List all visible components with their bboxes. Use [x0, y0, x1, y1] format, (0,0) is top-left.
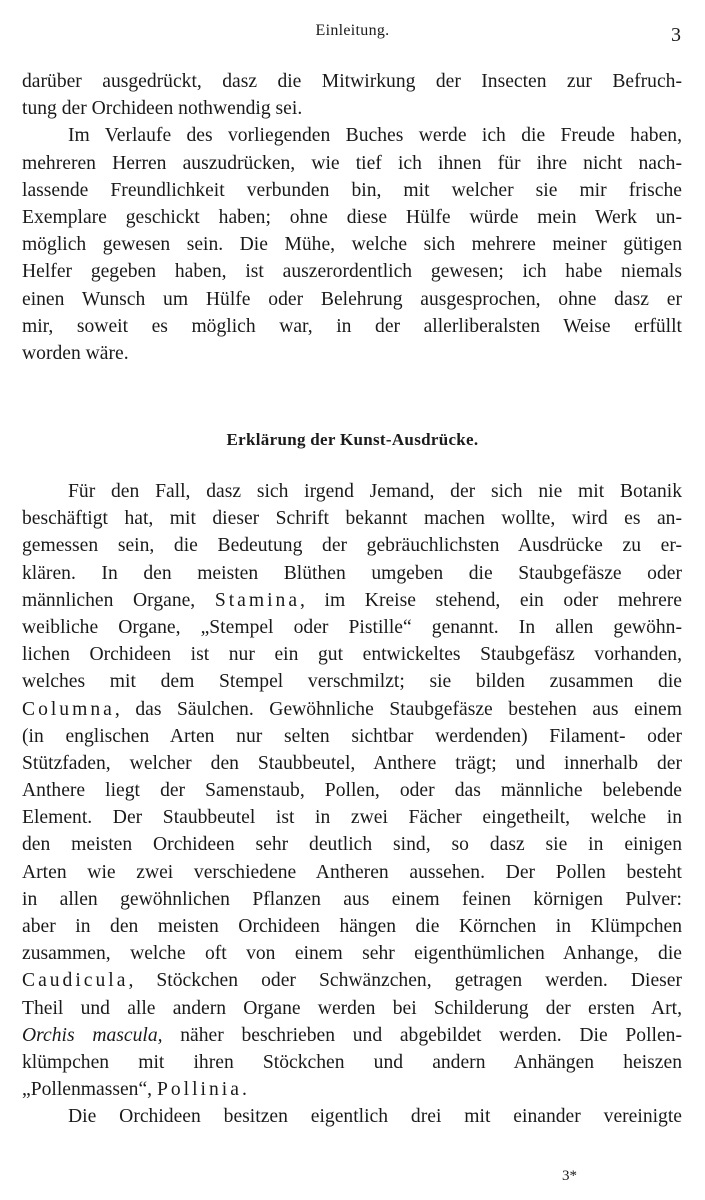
term-pollinia: Pollinia [156, 1079, 242, 1101]
section-heading: Erklärung der Kunst-Ausdrücke. [226, 430, 479, 449]
text-line: den meisten Orchideen sehr deutlich sind, so dasz sie in einigen [22, 834, 682, 856]
text-line [22, 1076, 682, 1103]
term-columna: Columna [22, 698, 115, 720]
text-line: Für den Fall, dasz sich irgend Jemand, der sich nie mit Botanik [68, 481, 682, 502]
text-line: einen Wunsch um Hülfe oder Belehrung ausgesprochen, ohne dasz er [22, 288, 682, 310]
term-caudicula: Caudicula [22, 970, 129, 992]
text-line: Helfer gegeben haben, ist auszerordentlich gewesen; ich habe niemals [22, 261, 682, 283]
intro-text-block [22, 68, 682, 367]
text-line: lichen Orchideen ist nur ein gut entwickeltes Staubgefäsz vorhanden, [22, 644, 682, 666]
text-line: klümpchen mit ihren Stöckchen und andern Anhängen heiszen [22, 1051, 682, 1073]
running-head: Einleitung. [315, 22, 390, 39]
text-line: lassende Freundlichkeit verbunden bin, mit welcher sie mir frische [22, 179, 682, 201]
text-fragment: männlichen Organe, [22, 589, 196, 611]
text-line: gemessen sein, die Bedeutung der gebräuchlichsten Ausdrücke zu er- [22, 535, 682, 557]
text-line: Arten wie zwei verschiedene Antheren aussehen. Der Pollen besteht [22, 861, 682, 883]
text-line: Exemplare geschickt haben; ohne diese Hülfe würde mein Werk un- [22, 206, 682, 228]
text-line: weibliche Organe, „Stempel oder Pistille“ genannt. In allen gewöhn- [22, 616, 682, 638]
text-line: darüber ausgedrückt, dasz die Mitwirkung der Insecten zur Befruch- [22, 71, 682, 92]
term-stamina: Stamina [214, 589, 301, 611]
text-line: mehreren Herren auszudrücken, wie tief ich ihnen für ihre nicht nach- [22, 152, 682, 174]
text-line: beschäftigt hat, mit dieser Schrift bekannt machen wollte, wird es an- [22, 508, 682, 530]
text-fragment: , Stöckchen oder Schwänzchen, getragen werden. Dieser [128, 970, 682, 992]
text-fragment: näher beschrieben und abgebildet werden. Die Pollen- [162, 1024, 682, 1046]
text-line: mir, soweit es möglich war, in der allerliberalsten Weise erfüllt [22, 315, 682, 337]
text-line: Die Orchideen besitzen eigentlich drei mit einander vereinigte [68, 1106, 682, 1128]
text-line: möglich gewesen sein. Die Mühe, welche sich mehrere meiner gütigen [22, 234, 682, 256]
text-line: tung der Orchideen nothwendig sei. [22, 98, 303, 120]
page-number: 3 [671, 24, 681, 46]
text-line [22, 1022, 682, 1049]
text-fragment: , im Kreise stehend, ein oder mehrere [300, 589, 682, 611]
text-line: worden wäre. [22, 342, 129, 364]
text-line [22, 587, 682, 614]
text-line [22, 696, 682, 723]
species-name: Orchis mascula, [22, 1024, 163, 1046]
text-line: Im Verlaufe des vorliegenden Buches werde ich die Freude haben, [68, 125, 682, 147]
text-line: Element. Der Staubbeutel ist in zwei Fächer eingetheilt, welche in [22, 807, 682, 829]
text-line: in allen gewöhnlichen Pflanzen aus einem feinen körnigen Pulver: [22, 888, 682, 910]
signature-mark: 3* [562, 1168, 577, 1184]
text-fragment: . [241, 1079, 247, 1101]
definitions-text-block [22, 478, 682, 1131]
text-fragment: , das Säulchen. Gewöhnliche Staubgefäsze bestehen aus einem [114, 698, 682, 720]
text-line: Stützfaden, welcher den Staubbeutel, Anthere trägt; und innerhalb der [22, 752, 682, 774]
text-line: (in englischen Arten nur selten sichtbar werdenden) Filament- oder [22, 725, 682, 747]
text-line: aber in den meisten Orchideen hängen die Körnchen in Klümpchen [22, 916, 682, 937]
text-line [22, 967, 682, 994]
text-line: zusammen, welche oft von einem sehr eigenthümlichen Anhange, die [22, 943, 682, 965]
text-line: welches mit dem Stempel verschmilzt; sie bilden zusammen die [22, 671, 682, 693]
text-line: Anthere liegt der Samenstaub, Pollen, oder das männliche belebende [22, 780, 682, 802]
text-fragment: „Pollenmassen“, [22, 1079, 153, 1101]
text-line: Theil und alle andern Organe werden bei Schilderung der ersten Art, [22, 997, 682, 1019]
text-line: klären. In den meisten Blüthen umgeben die Staubgefäsze oder [22, 562, 682, 584]
